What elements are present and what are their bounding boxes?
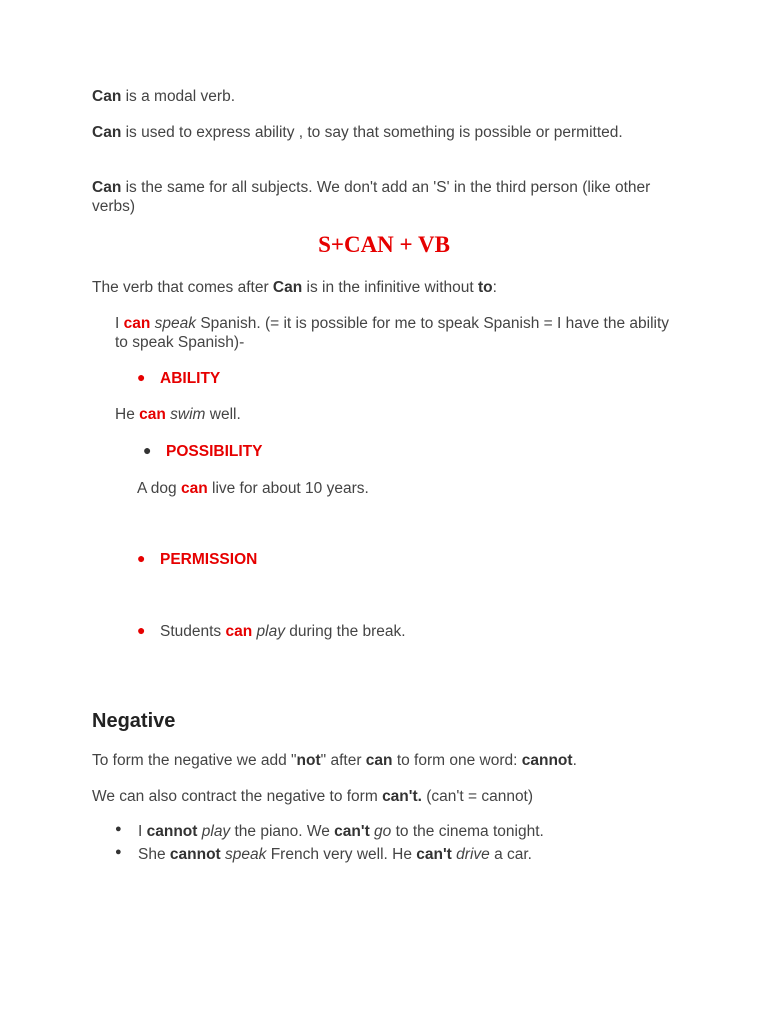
text: She: [138, 846, 170, 863]
text: Spanish. (= it is possible for me to speak Spanish = I have the ability to speak Spanish)-: [115, 315, 670, 351]
bullet-icon: ●: [137, 622, 146, 638]
negative-paragraph-1: [92, 751, 577, 770]
text: is used to express ability , to say that something is possible or permitted.: [121, 124, 623, 141]
text: is in the infinitive without: [302, 279, 478, 296]
text: I: [138, 823, 147, 840]
text: live for about 10 years.: [207, 480, 369, 497]
cannot-word: cannot: [169, 846, 221, 863]
text: a car.: [489, 846, 532, 863]
cant-word: can't.: [382, 788, 422, 805]
label: POSSIBILITY: [166, 443, 263, 460]
text: the piano. We: [230, 823, 335, 840]
can-word: can: [123, 315, 151, 332]
text: well.: [205, 406, 241, 423]
bullet-icon: ●: [137, 369, 146, 385]
bullet-icon: ●: [115, 846, 122, 858]
formula-heading: S+CAN + VB: [318, 232, 450, 257]
possibility-example: [137, 479, 369, 498]
can-word: Can: [92, 124, 122, 141]
example-speak-spanish: [115, 314, 675, 352]
text: We can also contract the negative to form: [92, 788, 383, 805]
negative-paragraph-2: [92, 787, 533, 806]
text: French very well. He: [266, 846, 417, 863]
not-word: not: [296, 752, 321, 769]
intro-paragraph-1: [92, 87, 235, 106]
verb-drive: drive: [456, 846, 490, 863]
cant-word: can't: [334, 823, 370, 840]
intro-paragraph-3: [92, 178, 692, 216]
text: is the same for all subjects. We don't add an 'S' in the third person (like other verbs): [92, 179, 651, 215]
text: " after: [320, 752, 366, 769]
text: (can't = cannot): [421, 788, 534, 805]
text: is a modal verb.: [121, 88, 236, 105]
can-word: can: [365, 752, 393, 769]
can-word: can: [139, 406, 166, 423]
text: The verb that comes after: [92, 279, 273, 296]
text: To form the negative we add ": [92, 752, 297, 769]
text: .: [572, 752, 577, 769]
ability-example: [115, 405, 241, 424]
can-word: can: [180, 480, 208, 497]
intro-paragraph-2: [92, 123, 692, 142]
ability-label: [160, 369, 220, 388]
verb-speak: speak: [225, 846, 267, 863]
label: ABILITY: [160, 370, 221, 387]
verb-swim: swim: [170, 406, 206, 423]
text: :: [492, 279, 497, 296]
bullet-icon: ●: [137, 550, 146, 566]
label: PERMISSION: [160, 551, 258, 568]
verb-go: go: [374, 823, 392, 840]
can-word: Can: [272, 279, 303, 296]
infinitive-rule: [92, 278, 497, 297]
text: Students: [160, 623, 226, 640]
cannot-word: cannot: [146, 823, 198, 840]
negative-heading: Negative: [92, 710, 176, 732]
can-word: Can: [92, 88, 122, 105]
possibility-label: [166, 442, 262, 461]
text: to the cinema tonight.: [391, 823, 544, 840]
negative-bullet-2: [138, 845, 532, 864]
negative-bullet-1: [138, 822, 544, 841]
bullet-icon: ●: [143, 442, 152, 458]
to-word: to: [477, 279, 493, 296]
permission-label: [160, 550, 257, 569]
can-word: Can: [92, 179, 122, 196]
verb-speak: speak: [154, 315, 197, 332]
text: I: [115, 315, 124, 332]
permission-example: [160, 622, 406, 641]
text: during the break.: [284, 623, 406, 640]
verb-play: play: [201, 823, 231, 840]
text: A dog: [137, 480, 181, 497]
cannot-word: cannot: [521, 752, 573, 769]
text: He: [115, 406, 140, 423]
cant-word: can't: [416, 846, 452, 863]
bullet-icon: ●: [115, 823, 122, 835]
text: to form one word:: [392, 752, 522, 769]
can-word: can: [225, 623, 253, 640]
verb-play: play: [256, 623, 285, 640]
